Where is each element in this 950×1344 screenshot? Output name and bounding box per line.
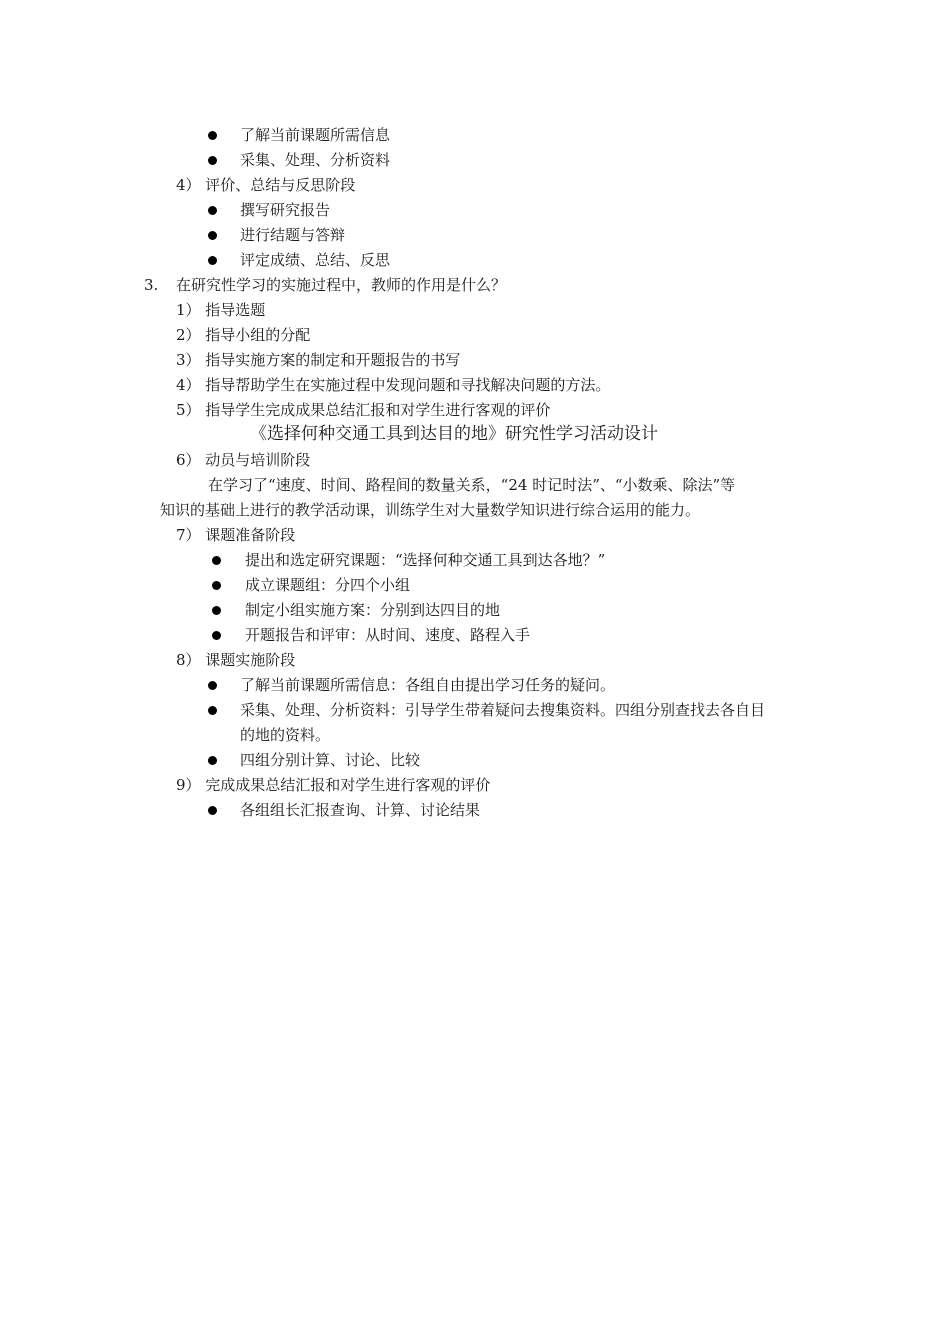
bullet-icon (208, 256, 217, 265)
bullet-icon (208, 231, 217, 240)
list-item: 7） 课题准备阶段 (176, 526, 296, 544)
list-item: 2） 指导小组的分配 (176, 326, 311, 344)
question-number: 3. (144, 276, 159, 294)
list-item: 开题报告和评审：从时间、速度、路程入手 (245, 626, 531, 644)
list-item: 了解当前课题所需信息：各组自由提出学习任务的疑问。 (240, 676, 616, 694)
bullet-icon (208, 206, 217, 215)
list-item: 成立课题组：分四个小组 (245, 576, 411, 594)
list-item: 4） 指导帮助学生在实施过程中发现问题和寻找解决问题的方法。 (176, 376, 611, 394)
list-item: 6） 动员与培训阶段 (176, 451, 311, 469)
section-title: 《选择何种交通工具到达目的地》研究性学习活动设计 (250, 424, 658, 444)
list-item: 4） 评价、总结与反思阶段 (176, 176, 356, 194)
list-item: 进行结题与答辩 (240, 226, 346, 244)
list-item: 评定成绩、总结、反思 (240, 251, 391, 269)
bullet-icon (212, 581, 221, 590)
bullet-icon (208, 806, 217, 815)
list-item: 9） 完成成果总结汇报和对学生进行客观的评价 (176, 776, 491, 794)
bullet-icon (208, 156, 217, 165)
list-item: 采集、处理、分析资料：引导学生带着疑问去搜集资料。四组分别查找去各自目 (240, 701, 766, 719)
list-item: 四组分别计算、讨论、比较 (240, 751, 421, 769)
question-text: 在研究性学习的实施过程中，教师的作用是什么？ (176, 276, 507, 294)
list-item-continued: 的地的资料。 (240, 726, 331, 744)
list-item: 1） 指导选题 (176, 301, 266, 319)
list-item: 3） 指导实施方案的制定和开题报告的书写 (176, 351, 461, 369)
paragraph-line: 知识的基础上进行的教学活动课，训练学生对大量数学知识进行综合运用的能力。 (160, 501, 701, 519)
bullet-icon (208, 131, 217, 140)
list-item: 5） 指导学生完成成果总结汇报和对学生进行客观的评价 (176, 401, 551, 419)
bullet-icon (212, 606, 221, 615)
list-item: 各组组长汇报查询、计算、讨论结果 (240, 801, 481, 819)
list-item: 制定小组实施方案：分别到达四目的地 (245, 601, 501, 619)
list-item: 了解当前课题所需信息 (240, 126, 391, 144)
list-item: 8） 课题实施阶段 (176, 651, 296, 669)
list-item: 撰写研究报告 (240, 201, 331, 219)
bullet-icon (212, 556, 221, 565)
bullet-icon (208, 706, 217, 715)
bullet-icon (212, 631, 221, 640)
paragraph-line: 在学习了“速度、时间、路程间的数量关系，“24 时记时法”、“小数乘、除法”等 (208, 476, 736, 494)
bullet-icon (208, 681, 217, 690)
list-item: 采集、处理、分析资料 (240, 151, 391, 169)
bullet-icon (208, 756, 217, 765)
list-item: 提出和选定研究课题：“选择何种交通工具到达各地？” (245, 551, 606, 569)
